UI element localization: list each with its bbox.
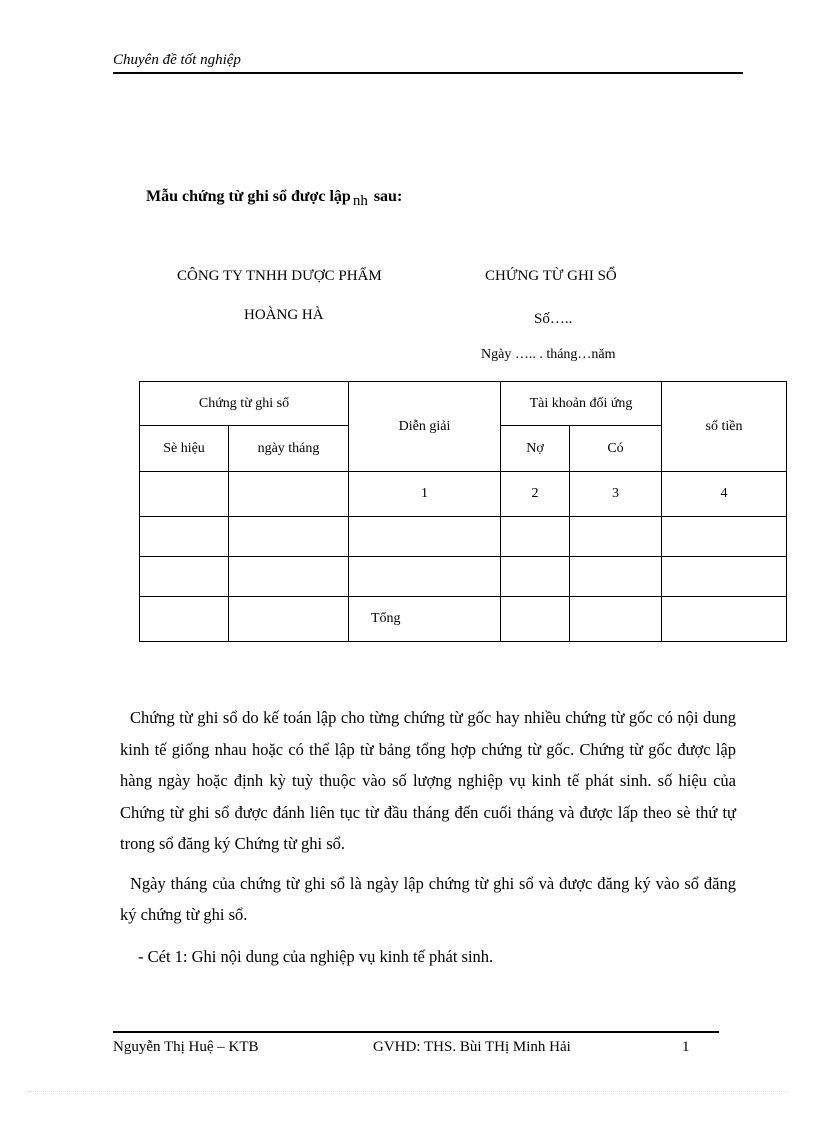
voucher-title: CHỨNG TỪ GHI SỔ [485,268,617,284]
table-header-row [140,382,787,426]
footer-advisor: GVHD: THS. Bùi THị Minh Hải [373,1039,571,1055]
col-date: ngày tháng [229,426,349,472]
table-cell [140,597,229,642]
table-cell [662,557,787,597]
footer-rule [113,1031,719,1033]
table-cell [229,517,349,557]
heading-sub: nh [352,193,368,209]
company-name-2: HOÀNG HÀ [244,307,324,323]
header-rule [113,72,743,74]
col-voucher: Chứng từ ghi sổ [140,382,349,426]
col-description: Diễn giải [349,382,501,472]
voucher-number: Số….. [534,311,573,327]
table-cell [501,557,570,597]
col-account: Tài khoản đối ứng [501,382,662,426]
body-text [120,702,736,972]
company-name: CÔNG TY TNHH DƯỢC PHẨM [177,268,382,284]
index-3: 3 [570,472,662,517]
index-4: 4 [662,472,787,517]
table-cell [140,517,229,557]
col-number: Sè hiệu [140,426,229,472]
table-cell [349,517,501,557]
table-cell [662,517,787,557]
total-label: Tổng [349,597,501,642]
col-credit: Có [570,426,662,472]
index-1: 1 [349,472,501,517]
table-cell [229,472,349,517]
footer-author: Nguyễn Thị Huệ – KTB [113,1039,259,1055]
heading-text: Mẫu chứng từ ghi sổ được lập [146,188,351,205]
page-number: 1 [682,1039,690,1055]
table-cell [570,597,662,642]
table-cell [140,557,229,597]
table-cell [501,597,570,642]
table-cell [570,517,662,557]
col-debit: Nợ [501,426,570,472]
header-title: Chuyên đề tốt nghiệp [113,52,241,68]
page-edge [28,1091,788,1092]
table-cell [229,557,349,597]
table-row [140,517,787,557]
table-cell [570,557,662,597]
heading-end: sau: [373,188,403,205]
table-row [140,557,787,597]
table-cell [140,472,229,517]
table-cell [501,517,570,557]
voucher-table [139,381,787,642]
table-row [140,472,787,517]
table-total-row [140,597,787,642]
voucher-date: Ngày ….. . tháng…năm [481,347,616,362]
paragraph-1: Chứng từ ghi sổ do kế toán lập cho từng chứng từ gốc hay nhiều chứng từ gốc có nội dung kinh tế giống nhau hoặc có thể lập từ bảng tổng hợp chứng từ gốc. Chứng từ gốc được lập hàng ngày hoặc định kỳ tuỳ thuộc vào số lượng nghiệp vụ kinh tế phát sinh. số hiệu của Chứng từ ghi sổ được đánh liên tục từ đầu tháng đến cuối tháng và được lấp theo sè thứ tự trong sổ đăng ký Chứng từ ghi sổ. [120,708,736,853]
index-2: 2 [501,472,570,517]
bullet-item: - Cét 1: Ghi nội dung của nghiệp vụ kinh tế phát sinh. [138,946,494,966]
table-cell [229,597,349,642]
table-cell [662,597,787,642]
table-cell [349,557,501,597]
section-heading [146,188,403,209]
paragraph-2: Ngày tháng của chứng từ ghi sổ là ngày lập chứng từ ghi sổ và được đăng ký vào sổ đăng ký chứng từ ghi sổ. [120,873,736,924]
col-amount: số tiền [662,382,787,472]
